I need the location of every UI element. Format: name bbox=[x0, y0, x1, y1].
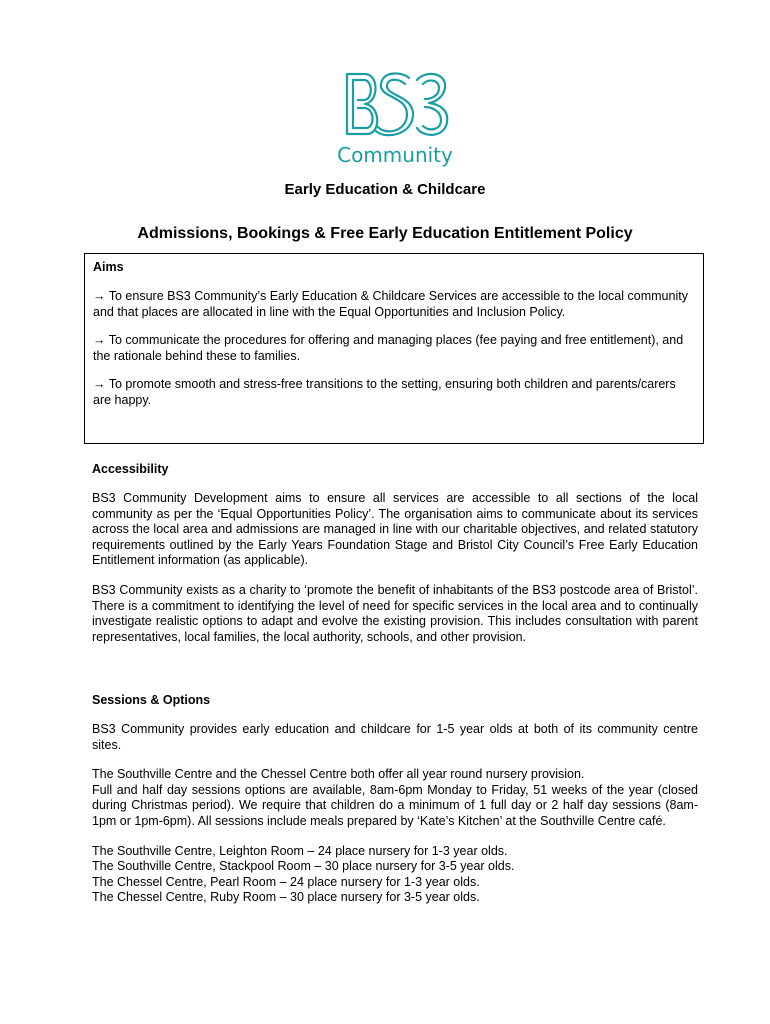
aims-item: → To ensure BS3 Community’s Early Education & Childcare Services are accessible to the local community and that places are allocated in line with the Equal Opportunities and Inclusion Policy. bbox=[93, 289, 688, 319]
sessions-details-line: The Southville Centre and the Chessel Centre both offer all year round nursery provision. bbox=[92, 767, 585, 782]
logo-graphic bbox=[325, 66, 465, 170]
room-item: The Southville Centre, Leighton Room – 24 place nursery for 1-3 year olds. bbox=[92, 843, 508, 858]
room-item: The Chessel Centre, Pearl Room – 24 place nursery for 1-3 year olds. bbox=[92, 874, 480, 889]
policy-title: Admissions, Bookings & Free Early Education Entitlement Policy bbox=[137, 225, 633, 242]
sessions-section bbox=[92, 692, 698, 906]
accessibility-heading: Accessibility bbox=[92, 462, 169, 476]
aims-item: → To communicate the procedures for offering and managing places (fee paying and free entitlement), and the rationale behind these to families. bbox=[93, 333, 684, 363]
accessibility-paragraph: BS3 Community exists as a charity to ‘promote the benefit of inhabitants of the BS3 postcode area of Bristol’. There is a commitment to identifying the level of need for specific services in the local area and to continually investigate realistic options to adapt and evolve the existing provision. This includes consultation with parent representatives, local families, the local authority, schools, and other provision. bbox=[92, 582, 698, 644]
aims-heading: Aims bbox=[93, 260, 124, 274]
bs3-community-logo bbox=[325, 66, 465, 170]
aims-item: → To promote smooth and stress-free transitions to the setting, ensuring both children and parents/carers are happy. bbox=[93, 377, 676, 407]
sessions-heading: Sessions & Options bbox=[92, 693, 211, 707]
sessions-details: Full and half day sessions options are available, 8am-6pm Monday to Friday, 51 weeks of the year (closed during Christmas period). We require that children do a minimum of 1 full day or 2 half day sessions (8am-1pm or 1pm-6pm). All sessions include meals prepared by ‘Kate’s Kitchen’ at the Southville Centre café. bbox=[92, 782, 698, 828]
room-item: The Southville Centre, Stackpool Room – 30 place nursery for 3-5 year olds. bbox=[92, 859, 515, 874]
room-item: The Chessel Centre, Ruby Room – 30 place nursery for 3-5 year olds. bbox=[92, 890, 480, 905]
accessibility-section bbox=[92, 461, 698, 659]
document-title: Early Education & Childcare bbox=[284, 181, 486, 198]
sessions-intro: BS3 Community provides early education and childcare for 1-5 year olds at both of its community centre sites. bbox=[92, 722, 698, 752]
aims-box bbox=[84, 253, 704, 444]
logo-subtitle: Community bbox=[337, 143, 453, 167]
rooms-list bbox=[92, 844, 698, 906]
accessibility-paragraph: BS3 Community Development aims to ensure all services are accessible to all sections of the local community as per the ‘Equal Opportunities Policy’. The organisation aims to communicate about its services across the local area and admissions are managed in line with our charitable objectives, and related statutory requirements outlined by the Early Years Foundation Stage and Bristol City Council’s Free Early Education Entitlement information (as applicable). bbox=[92, 491, 698, 568]
